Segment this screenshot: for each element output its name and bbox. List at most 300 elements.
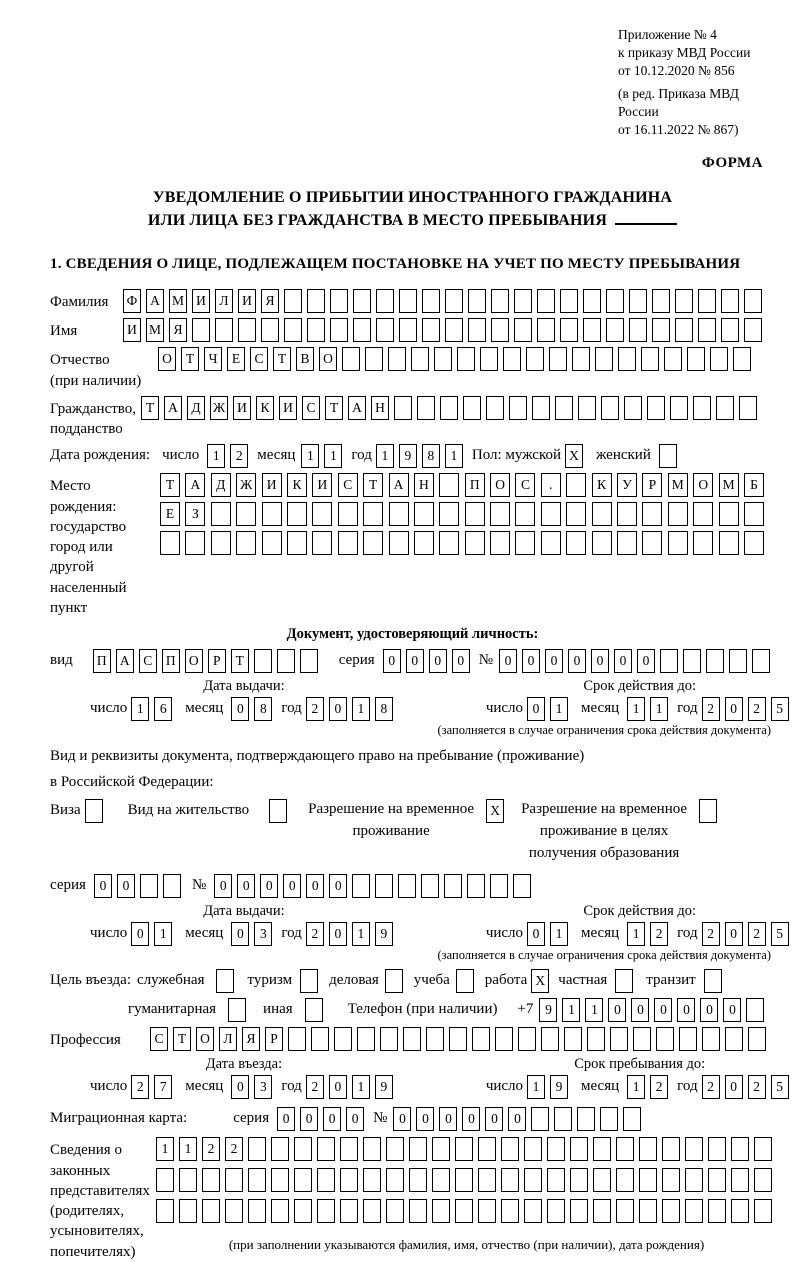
char-cell[interactable] [399,289,417,313]
char-cell[interactable] [716,396,734,420]
char-cell[interactable] [583,289,601,313]
char-cell[interactable]: Т [181,347,199,371]
char-cell[interactable] [748,1027,766,1051]
doc-number-cells[interactable] [499,649,775,673]
char-cell[interactable]: 1 [550,922,568,946]
char-cell[interactable] [228,998,246,1022]
char-cell[interactable] [445,318,463,342]
char-cell[interactable] [615,969,633,993]
char-cell[interactable] [288,1027,306,1051]
char-cell[interactable]: 1 [376,444,394,468]
char-cell[interactable] [409,1137,427,1161]
char-cell[interactable] [572,347,590,371]
char-cell[interactable]: X [486,799,504,823]
char-cell[interactable] [639,1199,657,1223]
char-cell[interactable] [708,1199,726,1223]
stay-year-cells[interactable] [702,1075,794,1099]
char-cell[interactable]: 2 [650,1075,668,1099]
char-cell[interactable] [386,1199,404,1223]
char-cell[interactable]: О [319,347,337,371]
char-cell[interactable] [300,969,318,993]
char-cell[interactable] [570,1168,588,1192]
char-cell[interactable] [271,1168,289,1192]
birth-day-cells[interactable] [207,444,253,468]
char-cell[interactable] [163,874,181,898]
char-cell[interactable] [300,649,318,673]
mc-number-cells[interactable] [393,1107,646,1131]
permit-valid-year-cells[interactable] [702,922,794,946]
char-cell[interactable]: А [185,473,205,497]
char-cell[interactable] [439,502,459,526]
char-cell[interactable] [340,1199,358,1223]
char-cell[interactable]: 0 [631,998,649,1022]
char-cell[interactable] [668,531,688,555]
char-cell[interactable]: 2 [650,922,668,946]
char-cell[interactable] [294,1199,312,1223]
citizenship-cells[interactable] [141,396,762,420]
char-cell[interactable] [656,1027,674,1051]
char-cell[interactable] [389,502,409,526]
char-cell[interactable]: 0 [723,998,741,1022]
char-cell[interactable] [307,318,325,342]
char-cell[interactable] [518,1027,536,1051]
char-cell[interactable] [702,1027,720,1051]
char-cell[interactable] [277,649,295,673]
char-cell[interactable] [468,318,486,342]
char-cell[interactable] [547,1137,565,1161]
char-cell[interactable] [491,318,509,342]
char-cell[interactable] [744,531,764,555]
char-cell[interactable]: П [162,649,180,673]
char-cell[interactable]: 1 [179,1137,197,1161]
char-cell[interactable] [389,531,409,555]
char-cell[interactable]: 0 [383,649,401,673]
char-cell[interactable] [271,1137,289,1161]
char-cell[interactable]: X [531,969,549,993]
char-cell[interactable]: 0 [608,998,626,1022]
char-cell[interactable] [526,347,544,371]
doc-kind-cells[interactable] [93,649,323,673]
char-cell[interactable]: 2 [306,697,324,721]
char-cell[interactable]: 5 [771,1075,789,1099]
purpose-transit-checkbox[interactable] [704,969,727,993]
char-cell[interactable] [156,1168,174,1192]
char-cell[interactable] [294,1168,312,1192]
char-cell[interactable]: 0 [214,874,232,898]
entry-month-cells[interactable] [231,1075,277,1099]
birth-year-cells[interactable] [376,444,468,468]
char-cell[interactable] [340,1168,358,1192]
char-cell[interactable] [744,289,762,313]
char-cell[interactable]: . [541,473,561,497]
char-cell[interactable] [662,1168,680,1192]
char-cell[interactable] [731,1137,749,1161]
char-cell[interactable] [140,874,158,898]
char-cell[interactable]: 2 [131,1075,149,1099]
char-cell[interactable] [618,347,636,371]
char-cell[interactable] [708,1137,726,1161]
char-cell[interactable]: 9 [375,1075,393,1099]
char-cell[interactable]: 0 [329,697,347,721]
char-cell[interactable] [269,799,287,823]
char-cell[interactable] [426,1027,444,1051]
char-cell[interactable] [85,799,103,823]
char-cell[interactable]: А [164,396,182,420]
char-cell[interactable]: И [192,289,210,313]
char-cell[interactable]: 0 [429,649,447,673]
char-cell[interactable]: Л [215,289,233,313]
char-cell[interactable] [549,347,567,371]
char-cell[interactable]: 2 [230,444,248,468]
char-cell[interactable]: 0 [545,649,563,673]
char-cell[interactable]: 1 [301,444,319,468]
char-cell[interactable] [592,502,612,526]
char-cell[interactable]: А [146,289,164,313]
char-cell[interactable]: 8 [375,697,393,721]
permit-issue-day-cells[interactable] [131,922,177,946]
char-cell[interactable] [375,874,393,898]
char-cell[interactable]: 0 [591,649,609,673]
char-cell[interactable] [515,531,535,555]
char-cell[interactable]: П [93,649,111,673]
char-cell[interactable] [541,1027,559,1051]
doc-series-cells[interactable] [383,649,475,673]
char-cell[interactable] [641,347,659,371]
char-cell[interactable] [501,1199,519,1223]
char-cell[interactable] [501,1137,519,1161]
char-cell[interactable] [340,1137,358,1161]
char-cell[interactable] [725,1027,743,1051]
char-cell[interactable]: 0 [329,874,347,898]
doc-valid-year-cells[interactable] [702,697,794,721]
char-cell[interactable]: Р [208,649,226,673]
purpose-other-checkbox[interactable] [305,998,328,1022]
char-cell[interactable] [623,1107,641,1131]
char-cell[interactable] [388,347,406,371]
char-cell[interactable]: 0 [499,649,517,673]
char-cell[interactable] [670,396,688,420]
char-cell[interactable]: Я [242,1027,260,1051]
birth-place-row3-cells[interactable] [160,531,769,555]
char-cell[interactable] [668,502,688,526]
char-cell[interactable] [639,1137,657,1161]
char-cell[interactable] [271,1199,289,1223]
char-cell[interactable] [216,969,234,993]
char-cell[interactable] [463,396,481,420]
char-cell[interactable]: 0 [700,998,718,1022]
char-cell[interactable]: О [158,347,176,371]
char-cell[interactable] [547,1168,565,1192]
char-cell[interactable] [434,347,452,371]
char-cell[interactable]: М [719,473,739,497]
char-cell[interactable]: Т [325,396,343,420]
char-cell[interactable] [491,289,509,313]
representatives-row2-cells[interactable] [156,1168,777,1192]
char-cell[interactable] [555,396,573,420]
char-cell[interactable]: 1 [627,922,645,946]
char-cell[interactable]: И [123,318,141,342]
char-cell[interactable] [537,318,555,342]
char-cell[interactable] [456,969,474,993]
char-cell[interactable] [353,318,371,342]
char-cell[interactable]: 1 [445,444,463,468]
char-cell[interactable]: X [565,444,583,468]
char-cell[interactable]: 2 [202,1137,220,1161]
char-cell[interactable] [515,502,535,526]
char-cell[interactable] [570,1137,588,1161]
char-cell[interactable] [698,318,716,342]
char-cell[interactable]: Е [160,502,180,526]
stay-month-cells[interactable] [627,1075,673,1099]
char-cell[interactable] [215,318,233,342]
char-cell[interactable] [236,502,256,526]
char-cell[interactable] [445,289,463,313]
char-cell[interactable] [699,799,717,823]
char-cell[interactable]: 0 [508,1107,526,1131]
char-cell[interactable] [642,502,662,526]
char-cell[interactable] [554,1107,572,1131]
char-cell[interactable]: И [279,396,297,420]
birth-place-row1-cells[interactable] [160,473,769,497]
char-cell[interactable]: 1 [627,1075,645,1099]
char-cell[interactable] [570,1199,588,1223]
char-cell[interactable]: Б [744,473,764,497]
char-cell[interactable] [284,318,302,342]
char-cell[interactable]: Ч [204,347,222,371]
char-cell[interactable] [478,1199,496,1223]
char-cell[interactable]: 0 [522,649,540,673]
char-cell[interactable]: О [185,649,203,673]
char-cell[interactable]: Ф [123,289,141,313]
char-cell[interactable] [248,1199,266,1223]
char-cell[interactable] [616,1137,634,1161]
char-cell[interactable]: Д [187,396,205,420]
char-cell[interactable] [706,649,724,673]
char-cell[interactable]: У [617,473,637,497]
char-cell[interactable] [675,289,693,313]
char-cell[interactable] [664,347,682,371]
char-cell[interactable]: 0 [231,922,249,946]
char-cell[interactable] [385,969,403,993]
char-cell[interactable] [414,502,434,526]
char-cell[interactable] [566,473,586,497]
char-cell[interactable] [262,531,282,555]
char-cell[interactable] [754,1168,772,1192]
char-cell[interactable] [509,396,527,420]
char-cell[interactable] [287,502,307,526]
purpose-official-checkbox[interactable] [216,969,239,993]
char-cell[interactable]: 0 [462,1107,480,1131]
char-cell[interactable] [537,289,555,313]
purpose-business-checkbox[interactable] [385,969,408,993]
char-cell[interactable]: 0 [568,649,586,673]
char-cell[interactable]: Т [173,1027,191,1051]
char-cell[interactable]: С [338,473,358,497]
char-cell[interactable]: 8 [422,444,440,468]
char-cell[interactable]: Р [642,473,662,497]
char-cell[interactable]: 0 [527,697,545,721]
char-cell[interactable] [457,347,475,371]
char-cell[interactable] [721,289,739,313]
char-cell[interactable] [708,1168,726,1192]
char-cell[interactable]: 0 [117,874,135,898]
char-cell[interactable] [352,874,370,898]
char-cell[interactable] [465,531,485,555]
char-cell[interactable] [606,289,624,313]
temp-permit-checkbox[interactable] [486,799,509,823]
char-cell[interactable]: 0 [300,1107,318,1131]
char-cell[interactable]: О [693,473,713,497]
char-cell[interactable] [719,531,739,555]
char-cell[interactable] [729,649,747,673]
char-cell[interactable]: К [256,396,274,420]
char-cell[interactable] [731,1199,749,1223]
char-cell[interactable]: 0 [283,874,301,898]
char-cell[interactable]: И [233,396,251,420]
char-cell[interactable] [238,318,256,342]
char-cell[interactable] [414,531,434,555]
char-cell[interactable]: 7 [154,1075,172,1099]
char-cell[interactable] [693,396,711,420]
sex-female-checkbox[interactable] [659,444,682,468]
char-cell[interactable] [248,1137,266,1161]
char-cell[interactable]: О [196,1027,214,1051]
char-cell[interactable]: 0 [677,998,695,1022]
char-cell[interactable] [601,396,619,420]
char-cell[interactable] [606,318,624,342]
char-cell[interactable]: С [139,649,157,673]
char-cell[interactable]: О [490,473,510,497]
char-cell[interactable]: 1 [352,1075,370,1099]
char-cell[interactable]: 0 [231,1075,249,1099]
char-cell[interactable]: 2 [225,1137,243,1161]
char-cell[interactable] [617,502,637,526]
char-cell[interactable] [541,502,561,526]
char-cell[interactable] [610,1027,628,1051]
char-cell[interactable]: Л [219,1027,237,1051]
char-cell[interactable]: Е [227,347,245,371]
char-cell[interactable]: 0 [237,874,255,898]
char-cell[interactable] [560,318,578,342]
char-cell[interactable]: 5 [771,922,789,946]
char-cell[interactable] [685,1168,703,1192]
char-cell[interactable]: 0 [416,1107,434,1131]
char-cell[interactable]: Т [160,473,180,497]
char-cell[interactable] [514,318,532,342]
char-cell[interactable] [593,1168,611,1192]
char-cell[interactable] [754,1137,772,1161]
char-cell[interactable] [363,502,383,526]
given-name-cells[interactable] [123,318,767,342]
char-cell[interactable] [587,1027,605,1051]
char-cell[interactable]: 0 [329,922,347,946]
char-cell[interactable] [624,396,642,420]
char-cell[interactable] [444,874,462,898]
char-cell[interactable] [317,1199,335,1223]
char-cell[interactable] [236,531,256,555]
char-cell[interactable]: С [250,347,268,371]
char-cell[interactable] [307,289,325,313]
char-cell[interactable]: 0 [725,1075,743,1099]
char-cell[interactable]: 0 [485,1107,503,1131]
char-cell[interactable] [629,318,647,342]
char-cell[interactable] [211,502,231,526]
char-cell[interactable] [305,998,323,1022]
char-cell[interactable]: 1 [324,444,342,468]
edu-permit-checkbox[interactable] [699,799,722,823]
char-cell[interactable]: С [302,396,320,420]
char-cell[interactable]: Я [169,318,187,342]
char-cell[interactable] [185,531,205,555]
char-cell[interactable] [752,649,770,673]
char-cell[interactable] [455,1199,473,1223]
char-cell[interactable] [394,396,412,420]
char-cell[interactable]: 9 [539,998,557,1022]
char-cell[interactable] [600,1107,618,1131]
char-cell[interactable] [478,1137,496,1161]
char-cell[interactable] [744,502,764,526]
char-cell[interactable] [262,502,282,526]
char-cell[interactable] [693,531,713,555]
char-cell[interactable] [704,969,722,993]
char-cell[interactable] [633,1027,651,1051]
char-cell[interactable] [592,531,612,555]
char-cell[interactable] [541,531,561,555]
char-cell[interactable] [593,1199,611,1223]
char-cell[interactable] [642,531,662,555]
char-cell[interactable]: 2 [702,922,720,946]
char-cell[interactable]: 1 [352,922,370,946]
char-cell[interactable]: П [465,473,485,497]
char-cell[interactable] [312,502,332,526]
char-cell[interactable]: 9 [399,444,417,468]
char-cell[interactable] [524,1168,542,1192]
char-cell[interactable] [294,1137,312,1161]
char-cell[interactable] [363,531,383,555]
purpose-work-checkbox[interactable] [531,969,554,993]
char-cell[interactable] [449,1027,467,1051]
char-cell[interactable]: 0 [94,874,112,898]
char-cell[interactable] [746,998,764,1022]
char-cell[interactable] [467,874,485,898]
char-cell[interactable] [683,649,701,673]
char-cell[interactable] [357,1027,375,1051]
char-cell[interactable] [403,1027,421,1051]
char-cell[interactable] [685,1199,703,1223]
char-cell[interactable]: 1 [156,1137,174,1161]
char-cell[interactable] [472,1027,490,1051]
char-cell[interactable] [386,1168,404,1192]
char-cell[interactable] [338,502,358,526]
char-cell[interactable]: 2 [748,922,766,946]
char-cell[interactable] [225,1168,243,1192]
char-cell[interactable]: 1 [131,697,149,721]
representatives-row3-cells[interactable] [156,1199,777,1223]
char-cell[interactable]: К [592,473,612,497]
char-cell[interactable]: Ж [236,473,256,497]
char-cell[interactable] [455,1168,473,1192]
char-cell[interactable] [616,1199,634,1223]
permit-issue-year-cells[interactable] [306,922,398,946]
char-cell[interactable] [261,318,279,342]
char-cell[interactable] [192,318,210,342]
char-cell[interactable]: А [348,396,366,420]
char-cell[interactable]: А [389,473,409,497]
char-cell[interactable]: Т [141,396,159,420]
char-cell[interactable] [547,1199,565,1223]
char-cell[interactable] [376,318,394,342]
char-cell[interactable] [225,1199,243,1223]
